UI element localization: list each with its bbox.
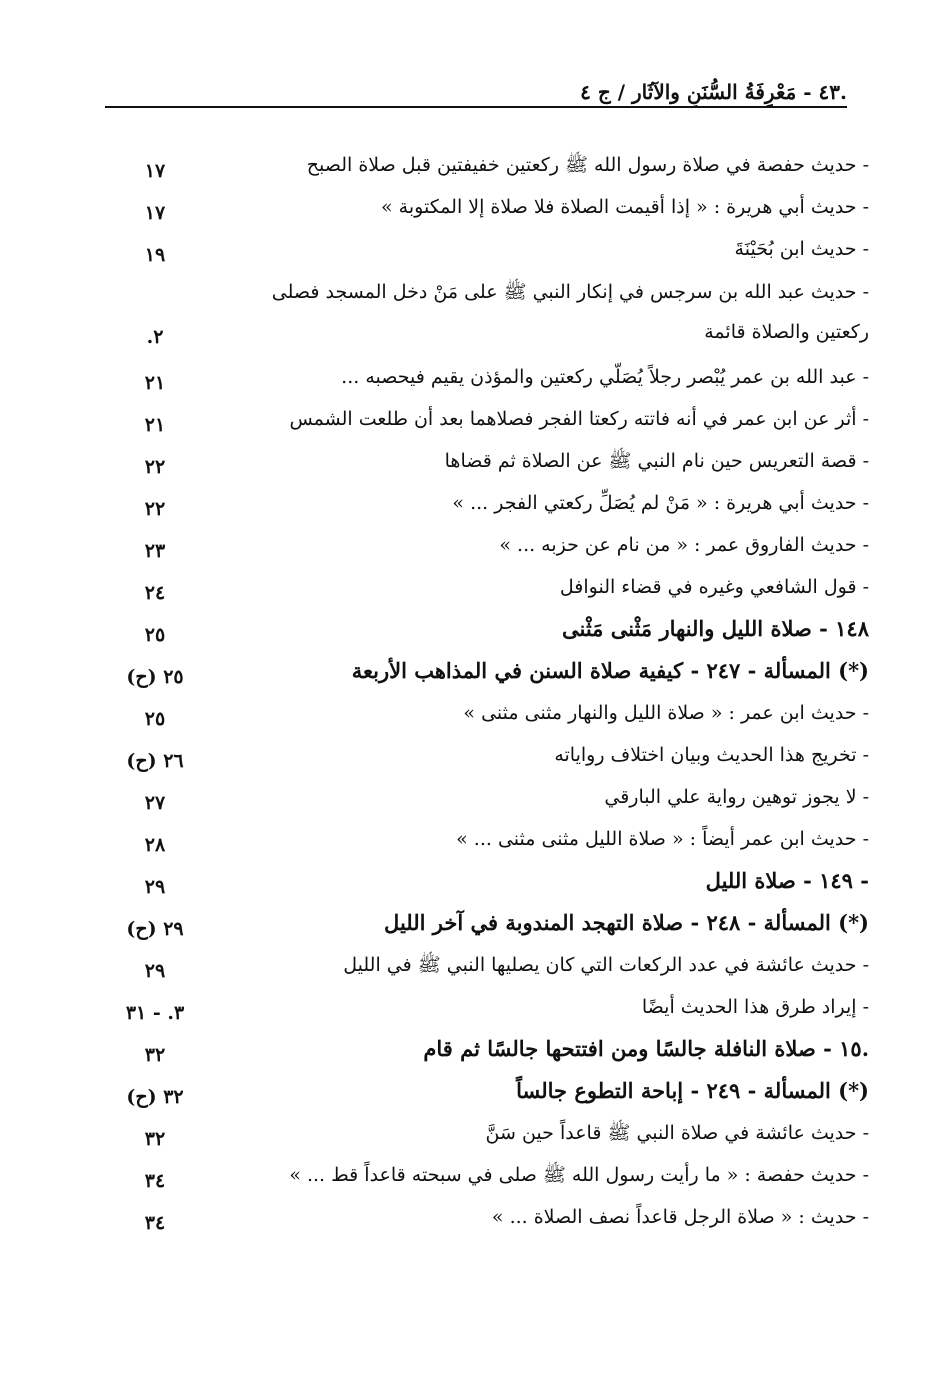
entry-page-number: ١٧	[144, 202, 166, 224]
entry-page-number: ٢.	[146, 326, 164, 348]
entry-text: - حديث ابن عمر : « صلاة الليل والنهار مثنى مثنى »	[463, 702, 869, 724]
index-entry	[0, 1114, 951, 1156]
entry-page-number: ٢١	[144, 414, 166, 436]
index-entry	[0, 230, 951, 272]
entry-page-number: ٣٢	[144, 1044, 166, 1066]
entry-text: - إيراد طرق هذا الحديث أيضًا	[641, 996, 869, 1018]
entry-page-number: ٢٧	[144, 792, 166, 814]
entry-text: .١٥ - صلاة النافلة جالسًا ومن افتتحها جالسًا ثم قام	[423, 1036, 869, 1061]
index-entry	[0, 778, 951, 820]
index-entry	[0, 272, 951, 358]
index-entry	[0, 188, 951, 230]
entry-text: - عبد الله بن عمر يُبْصر رجلاً يُصَلّي ركعتين والمؤذن يقيم فيحصبه ...	[341, 366, 869, 388]
section-heading	[0, 1030, 951, 1072]
header-title: .٤٣ - مَعْرِفَةُ السُّنَنِ والآثَار / ج ٤	[570, 80, 847, 104]
entry-text: - حديث أبي هريرة : « إذا أقيمت الصلاة فلا صلاة إلا المكتوبة »	[381, 196, 869, 218]
entry-text: - حديث الفاروق عمر : « من نام عن حزبه ... »	[499, 534, 869, 556]
entry-text: (*) المسألة - ٢٤٩ - إباحة التطوع جالساً	[516, 1078, 869, 1103]
entry-text: - حديث ابن بُحَيْنَةَ	[734, 238, 869, 260]
index-entry	[0, 1198, 951, 1240]
entry-text: ١٤٨ - صلاة الليل والنهار مَثْنى مَثْنى	[562, 616, 869, 641]
section-heading	[0, 862, 951, 904]
entry-page-number: ٣٤	[144, 1170, 166, 1192]
entry-text: - ١٤٩ - صلاة الليل	[705, 868, 869, 893]
entry-text: - حديث عائشة في صلاة النبي ﷺ قاعداً حين سَنَّ	[485, 1122, 869, 1144]
entry-page-number: ٢٩	[144, 876, 166, 898]
index-entry	[0, 442, 951, 484]
entry-page-number: ٢٤	[144, 582, 166, 604]
index-entry	[0, 1156, 951, 1198]
entry-page-number: ٣. - ٣١	[125, 1002, 185, 1024]
entry-text: (*) المسألة - ٢٤٧ - كيفية صلاة السنن في المذاهب الأربعة	[351, 658, 869, 683]
issue-heading	[0, 904, 951, 946]
entry-page-number: ٣٤	[144, 1212, 166, 1234]
entry-page-number: ٢٥ (ح)	[126, 666, 184, 688]
entry-page-number: ٢٥	[144, 624, 166, 646]
entry-page-number: ٢٩ (ح)	[126, 918, 184, 940]
index-entry	[0, 146, 951, 188]
index-entry	[0, 568, 951, 610]
entry-text: - أثر عن ابن عمر في أنه فاتته ركعتا الفجر فصلاهما بعد أن طلعت الشمس	[289, 408, 869, 430]
index-entry	[0, 694, 951, 736]
entry-page-number: ١٩	[144, 244, 166, 266]
index-entry	[0, 736, 951, 778]
entry-text: - قول الشافعي وغيره في قضاء النوافل	[559, 576, 869, 598]
entry-page-number: ٢٥	[144, 708, 166, 730]
entry-text: - قصة التعريس حين نام النبي ﷺ عن الصلاة ثم قضاها	[444, 450, 869, 472]
entry-text: - تخريج هذا الحديث وبيان اختلاف رواياته	[554, 744, 869, 766]
entry-page-number: ٢٢	[144, 498, 166, 520]
entry-text: - حديث ابن عمر أيضاً : « صلاة الليل مثنى مثنى ... »	[456, 828, 869, 850]
index-entry	[0, 946, 951, 988]
entry-text: - حديث عائشة في عدد الركعات التي كان يصليها النبي ﷺ في الليل	[343, 954, 869, 976]
index-entry	[0, 988, 951, 1030]
entry-page-number: ٢٣	[144, 540, 166, 562]
entry-page-number: ٣٢	[144, 1128, 166, 1150]
entry-text: - حديث حفصة في صلاة رسول الله ﷺ ركعتين خفيفتين قبل صلاة الصبح	[306, 154, 869, 176]
entry-page-number: ٢٢	[144, 456, 166, 478]
index-entry	[0, 484, 951, 526]
index-entry	[0, 400, 951, 442]
index-entry	[0, 358, 951, 400]
entry-text: - حديث أبي هريرة : « مَنْ لم يُصَلِّ ركعتي الفجر ... »	[452, 492, 869, 514]
entry-page-number: ٣٢ (ح)	[126, 1086, 184, 1108]
entry-page-number: ٢٩	[144, 960, 166, 982]
issue-heading	[0, 652, 951, 694]
section-heading	[0, 610, 951, 652]
header-rule	[105, 106, 847, 108]
entry-text: - حديث عبد الله بن سرجس في إنكار النبي ﷺ على مَنْ دخل المسجد فصلى ركعتين والصلاة قائمة	[271, 281, 869, 343]
entry-text: (*) المسألة - ٢٤٨ - صلاة التهجد المندوبة في آخر الليل	[384, 910, 869, 935]
index-entry	[0, 820, 951, 862]
entry-text: - لا يجوز توهين رواية علي البارقي	[604, 786, 869, 808]
entry-page-number: ٢٨	[144, 834, 166, 856]
entry-page-number: ١٧	[144, 160, 166, 182]
entry-page-number: ٢١	[144, 372, 166, 394]
entry-text: - حديث : « صلاة الرجل قاعداً نصف الصلاة ... »	[491, 1206, 869, 1228]
issue-heading	[0, 1072, 951, 1114]
index-entry	[0, 526, 951, 568]
running-header	[105, 78, 847, 118]
entry-page-number: ٢٦ (ح)	[126, 750, 184, 772]
entry-text: - حديث حفصة : « ما رأيت رسول الله ﷺ صلى في سبحته قاعداً قط ... »	[289, 1164, 869, 1186]
index-entries	[0, 146, 951, 1240]
